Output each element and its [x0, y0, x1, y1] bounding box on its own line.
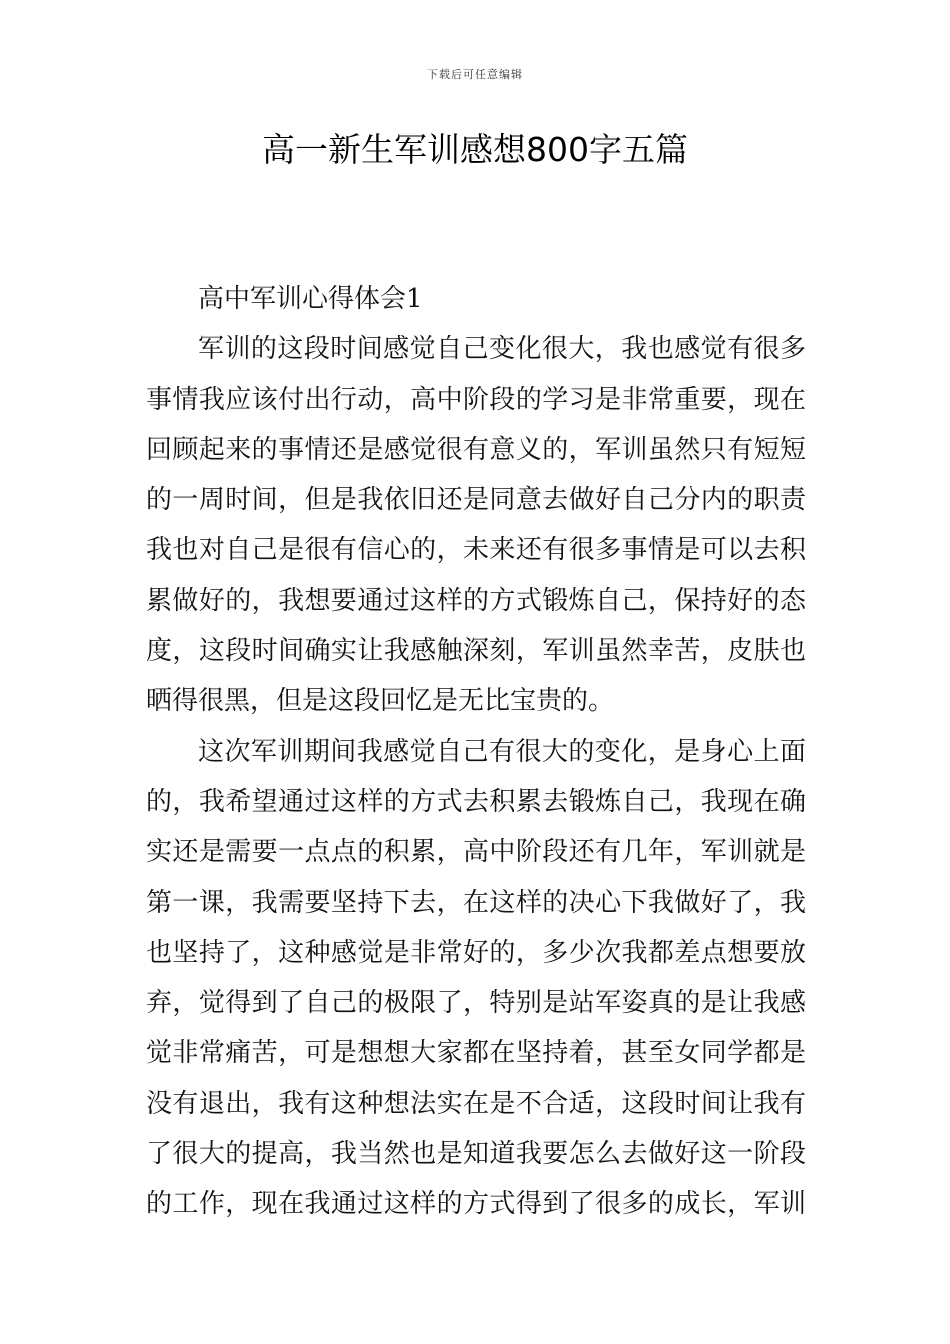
section-heading: 高中军训心得体会1: [198, 284, 423, 314]
document-body: [146, 274, 806, 1230]
paragraph-1: 军训的这段时间感觉自己变化很大，我也感觉有很多事情我应该付出行动，高中阶段的学习是非常重要，现在回顾起来的事情还是感觉很有意义的，军训虽然只有短短的一周时间，但是我依旧还是同意去做好自己分内的职责我也对自己是很有信心的，未来还有很多事情是可以去积累做好的，我想要通过这样的方式锻炼自己，保持好的态度，这段时间确实让我感触深刻，军训虽然幸苦，皮肤也晒得很黑，但是这段回忆是无比宝贵的。: [146, 334, 806, 717]
header-note: 下载后可任意编辑: [427, 68, 523, 81]
paragraph-2: 这次军训期间我感觉自己有很大的变化，是身心上面的，我希望通过这样的方式去积累去锻炼自己，我现在确实还是需要一点点的积累，高中阶段还有几年，军训就是第一课，我需要坚持下去，在这样的决心下我做好了，我也坚持了，这种感觉是非常好的，多少次我都差点想要放弃，觉得到了自己的极限了，特别是站军姿真的是让我感觉非常痛苦，可是想想大家都在坚持着，甚至女同学都是没有退出，我有这种想法实在是不合适，这段时间让我有了很大的提高，我当然也是知道我要怎么去做好这一阶段的工作，现在我通过这样的方式得到了很多的成长，军训: [146, 736, 806, 1220]
document-title: 高一新生军训感想800字五篇: [262, 130, 688, 169]
